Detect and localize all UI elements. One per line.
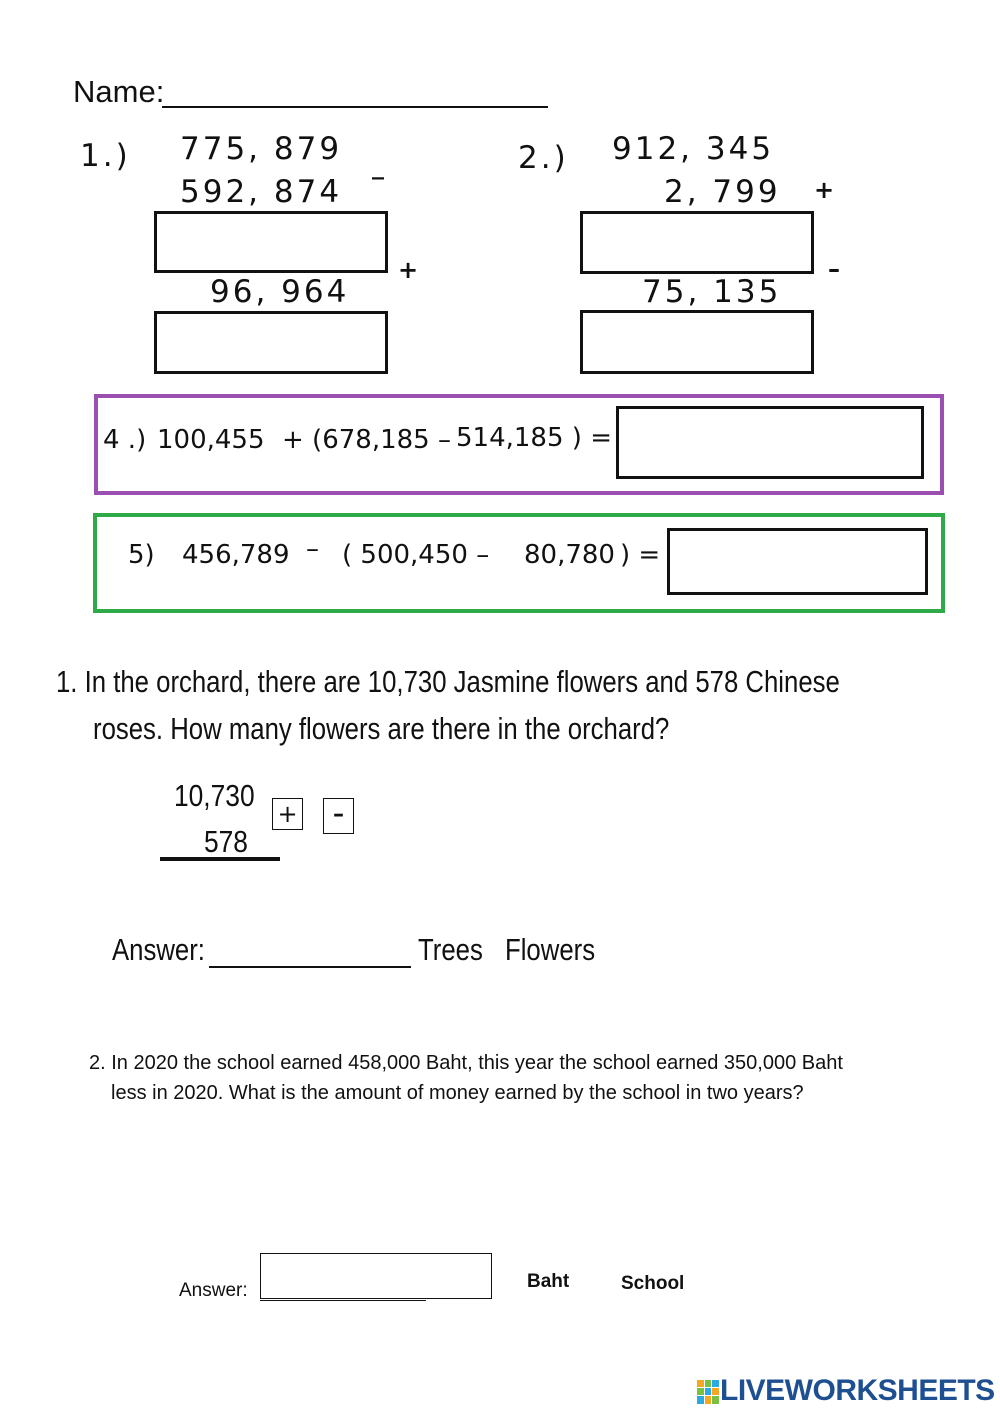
word-problem-1-answer-line[interactable] <box>209 966 411 968</box>
expression-5-second-term: 80,780 <box>524 540 615 570</box>
problem-1-answer-box-2[interactable] <box>154 311 388 374</box>
word-problem-2-answer-line <box>260 1300 426 1301</box>
expression-5-paren-term: ( 500,450 – <box>342 540 490 570</box>
problem-2-top-number: 912, 345 <box>612 131 775 167</box>
name-label: Name: <box>73 74 165 109</box>
word-problem-1-line-2: roses. How many flowers are there in the orchard? <box>93 711 670 746</box>
word-problem-1-number-2: 578 <box>204 824 248 859</box>
problem-2-third-number: 75, 135 <box>642 274 782 310</box>
word-problem-2-line-2: less in 2020. What is the amount of money earned by the school in two years? <box>111 1082 804 1104</box>
minus-option-button[interactable]: – <box>323 798 354 834</box>
problem-2-second-number: 2, 799 <box>664 174 781 210</box>
plus-option-button[interactable]: + <box>272 798 303 830</box>
school-option[interactable]: School <box>621 1273 685 1294</box>
problem-1-label: 1.) <box>80 138 131 174</box>
expression-5-equals: ) = <box>620 540 661 570</box>
expression-5-first-term: 456,789 <box>182 540 290 570</box>
problem-1-plus-sign: + <box>398 256 419 284</box>
word-problem-1-number-1: 10,730 <box>174 778 255 813</box>
liveworksheets-logo-icon <box>697 1380 719 1404</box>
problem-1-third-number: 96, 964 <box>210 274 350 310</box>
flowers-option[interactable]: Flowers <box>505 932 596 967</box>
expression-5-minus-sign: – <box>306 534 319 564</box>
problem-1-minus-sign: _ <box>372 152 384 180</box>
trees-option[interactable]: Trees <box>418 932 483 967</box>
problem-1-answer-box-1[interactable] <box>154 211 388 273</box>
expression-4-answer-box[interactable] <box>616 406 924 479</box>
expression-4-first-term: 100,455 <box>157 425 265 455</box>
problem-2-answer-box-1[interactable] <box>580 211 814 274</box>
word-problem-1-sum-line <box>160 857 280 861</box>
problem-2-plus-sign: + <box>814 176 835 204</box>
problem-1-second-number: 592, 874 <box>180 174 343 210</box>
problem-2-answer-box-2[interactable] <box>580 310 814 374</box>
expression-4-second-term: 514,185 ) = <box>456 423 612 453</box>
word-problem-2-line-1: 2. In 2020 the school earned 458,000 Baht, this year the school earned 350,000 Baht <box>89 1052 843 1074</box>
expression-4-label: 4 .) <box>103 425 147 455</box>
word-problem-1-line-1: 1. In the orchard, there are 10,730 Jasmine flowers and 578 Chinese <box>56 664 840 699</box>
word-problem-2-answer-box[interactable] <box>260 1253 492 1299</box>
expression-5-label: 5) <box>128 540 155 570</box>
liveworksheets-logo-text: LIVEWORKSHEETS <box>720 1374 995 1407</box>
problem-2-minus-sign: – <box>828 255 840 283</box>
expression-4-operator: + (678,185 – <box>282 425 451 455</box>
word-problem-1-answer-label: Answer: <box>112 932 205 967</box>
word-problem-2-answer-label: Answer: <box>179 1280 248 1301</box>
baht-option[interactable]: Baht <box>527 1271 570 1292</box>
expression-5-answer-box[interactable] <box>667 528 928 595</box>
problem-2-label: 2.) <box>518 140 569 176</box>
problem-1-top-number: 775, 879 <box>180 131 343 167</box>
name-underline[interactable] <box>162 106 548 108</box>
